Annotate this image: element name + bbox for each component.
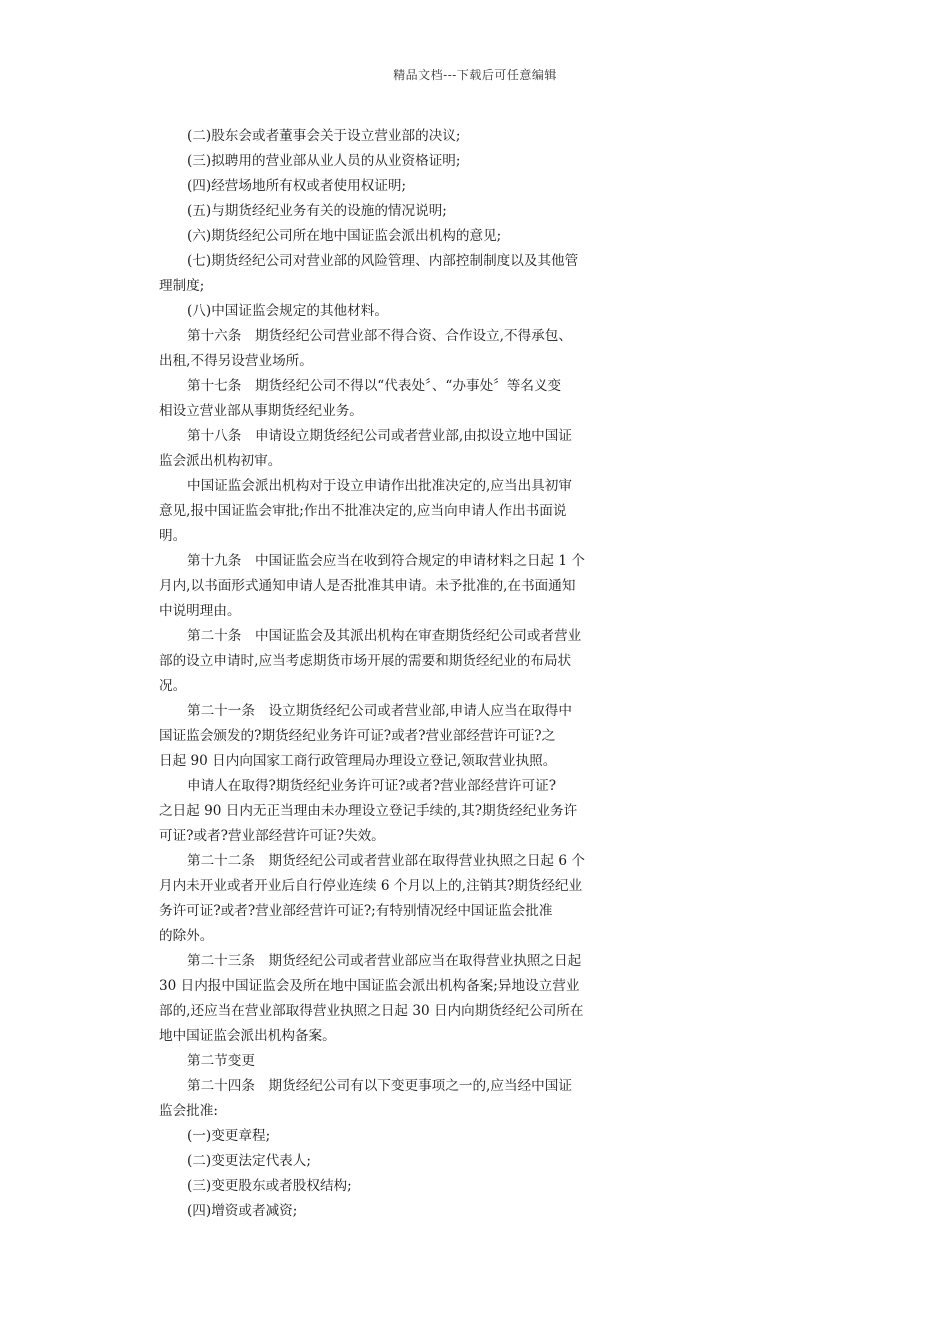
paragraph-line: (二)变更法定代表人;: [187, 1153, 311, 1169]
paragraph-line: (四)增资或者减资;: [187, 1203, 298, 1219]
paragraph-line: 第十九条 中国证监会应当在收到符合规定的申请材料之日起 1 个: [187, 553, 585, 569]
paragraph-line: (四)经营场地所有权或者使用权证明;: [187, 178, 407, 194]
paragraph-line: 国证监会颁发的?期货经纪业务许可证?或者?营业部经营许可证?之: [159, 728, 556, 744]
paragraph-line: 部的,还应当在营业部取得营业执照之日起 30 日内向期货经纪公司所在: [159, 1003, 584, 1019]
paragraph-line: 出租,不得另设营业场所。: [159, 353, 313, 369]
paragraph-line: 地中国证监会派出机构备案。: [159, 1028, 336, 1044]
paragraph-line: 30 日内报中国证监会及所在地中国证监会派出机构备案;异地设立营业: [159, 978, 580, 994]
paragraph-line: 明。: [159, 528, 187, 544]
paragraph-line: 中说明理由。: [159, 603, 241, 619]
paragraph-line: 第二十三条 期货经纪公司或者营业部应当在取得营业执照之日起: [187, 953, 582, 969]
paragraph-line: (二)股东会或者董事会关于设立营业部的决议;: [187, 128, 461, 144]
paragraph-line: 第十六条 期货经纪公司营业部不得合资、合作设立,不得承包、: [187, 328, 572, 344]
paragraph-line: 第十八条 申请设立期货经纪公司或者营业部,由拟设立地中国证: [187, 428, 572, 444]
paragraph-line: 监会派出机构初审。: [159, 453, 282, 469]
paragraph-line: (六)期货经纪公司所在地中国证监会派出机构的意见;: [187, 228, 502, 244]
paragraph-line: (七)期货经纪公司对营业部的风险管理、内部控制制度以及其他管: [187, 253, 579, 269]
paragraph-line: 意见,报中国证监会审批;作出不批准决定的,应当向申请人作出书面说: [159, 503, 567, 519]
paragraph-line: 第二节变更: [187, 1053, 255, 1069]
paragraph-line: 第十七条 期货经纪公司不得以“代表处〞、“办事处〞等名义变: [187, 378, 562, 394]
paragraph-line: 监会批准:: [159, 1103, 218, 1119]
paragraph-line: 况。: [159, 678, 187, 694]
paragraph-line: 的除外。: [159, 928, 214, 944]
paragraph-line: 中国证监会派出机构对于设立申请作出批准决定的,应当出具初审: [187, 478, 572, 494]
page-header: 精品文档---下载后可任意编辑: [393, 68, 557, 82]
paragraph-line: 相设立营业部从事期货经纪业务。: [159, 403, 363, 419]
paragraph-line: 第二十条 中国证监会及其派出机构在审查期货经纪公司或者营业: [187, 628, 582, 644]
paragraph-line: 第二十四条 期货经纪公司有以下变更事项之一的,应当经中国证: [187, 1078, 572, 1094]
paragraph-line: 第二十一条 设立期货经纪公司或者营业部,申请人应当在取得中: [187, 703, 572, 719]
paragraph-line: 部的设立申请时,应当考虑期货市场开展的需要和期货经纪业的布局状: [159, 653, 572, 669]
paragraph-line: 可证?或者?营业部经营许可证?失效。: [159, 828, 385, 844]
paragraph-line: 第二十二条 期货经纪公司或者营业部在取得营业执照之日起 6 个: [187, 853, 585, 869]
paragraph-line: 日起 90 日内向国家工商行政管理局办理设立登记,领取营业执照。: [159, 753, 557, 769]
paragraph-line: 理制度;: [159, 278, 205, 294]
paragraph-line: (五)与期货经纪业务有关的设施的情况说明;: [187, 203, 447, 219]
paragraph-line: (三)拟聘用的营业部从业人员的从业资格证明;: [187, 153, 461, 169]
paragraph-line: (一)变更章程;: [187, 1128, 271, 1144]
paragraph-line: 之日起 90 日内无正当理由未办理设立登记手续的,其?期货经纪业务许: [159, 803, 578, 819]
paragraph-line: 月内,以书面形式通知申请人是否批准其申请。未予批准的,在书面通知: [159, 578, 576, 594]
document-body: [159, 124, 609, 1224]
paragraph-line: 申请人在取得?期货经纪业务许可证?或者?营业部经营许可证?: [187, 778, 556, 794]
paragraph-line: 月内未开业或者开业后自行停业连续 6 个月以上的,注销其?期货经纪业: [159, 878, 583, 894]
paragraph-line: (三)变更股东或者股权结构;: [187, 1178, 352, 1194]
paragraph-line: (八)中国证监会规定的其他材料。: [187, 303, 388, 319]
paragraph-line: 务许可证?或者?营业部经营许可证?;有特别情况经中国证监会批准: [159, 903, 553, 919]
